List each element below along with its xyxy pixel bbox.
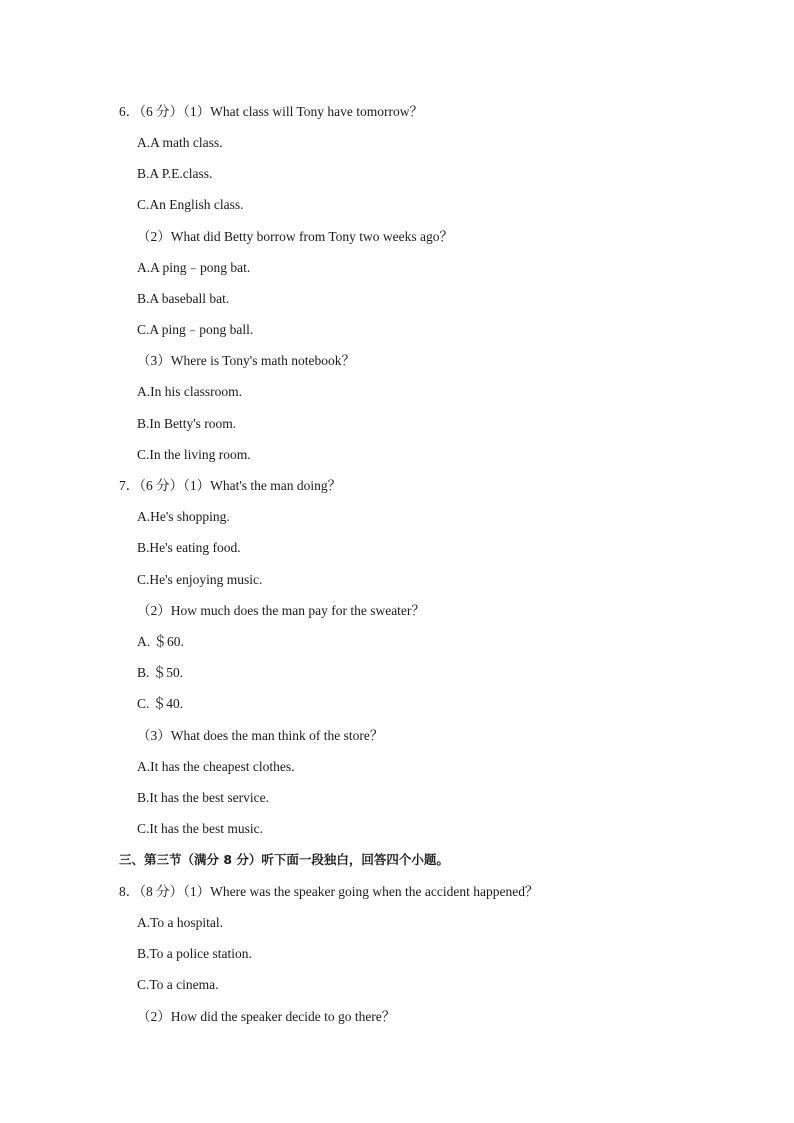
q8-1-option-c: C.To a cinema. (137, 977, 219, 992)
q7-3-option-a: A.It has the cheapest clothes. (137, 759, 295, 774)
q6-1-option-a: A.A math class. (137, 135, 223, 150)
q8-1-option-b: B.To a police station. (137, 946, 252, 961)
q6-2-option-a: A.A ping﹣pong bat. (137, 260, 251, 275)
q7-2-prompt: （2）How much does the man pay for the sweater？ (137, 603, 425, 618)
q7-1-option-b: B.He's eating food. (137, 540, 241, 555)
q6-2-prompt: （2）What did Betty borrow from Tony two weeks ago？ (137, 229, 454, 244)
section-3-heading: 三、第三节（满分 8 分）听下面一段独白，回答四个小题。 (119, 852, 449, 867)
question-7-header: 7．（6 分）（1）What's the man doing？ (119, 478, 342, 493)
q7-3-option-c: C.It has the best music. (137, 821, 263, 836)
q6-3-prompt: （3）Where is Tony's math notebook？ (137, 353, 355, 368)
q7-3-option-b: B.It has the best service. (137, 790, 269, 805)
q7-2-option-b: B. ＄50. (137, 665, 184, 680)
question-8-header: 8．（8 分）（1）Where was the speaker going when the accident happened？ (119, 884, 539, 899)
q7-2-option-c: C. ＄40. (137, 696, 184, 711)
q7-2-option-a: A. ＄60. (137, 634, 184, 649)
q6-2-option-c: C.A ping﹣pong ball. (137, 322, 254, 337)
q6-2-option-b: B.A baseball bat. (137, 291, 230, 306)
q6-3-option-a: A.In his classroom. (137, 384, 242, 399)
q8-1-option-a: A.To a hospital. (137, 915, 224, 930)
q7-1-option-a: A.He's shopping. (137, 509, 230, 524)
q6-1-option-b: B.A P.E.class. (137, 166, 213, 181)
q7-3-prompt: （3）What does the man think of the store？ (137, 728, 384, 743)
question-6-header: 6．（6 分）（1）What class will Tony have tomorrow？ (119, 104, 424, 119)
q6-3-option-b: B.In Betty's room. (137, 416, 237, 431)
q8-2-prompt: （2）How did the speaker decide to go there？ (137, 1009, 396, 1024)
q6-1-option-c: C.An English class. (137, 197, 244, 212)
q7-1-option-c: C.He's enjoying music. (137, 572, 263, 587)
q6-3-option-c: C.In the living room. (137, 447, 251, 462)
